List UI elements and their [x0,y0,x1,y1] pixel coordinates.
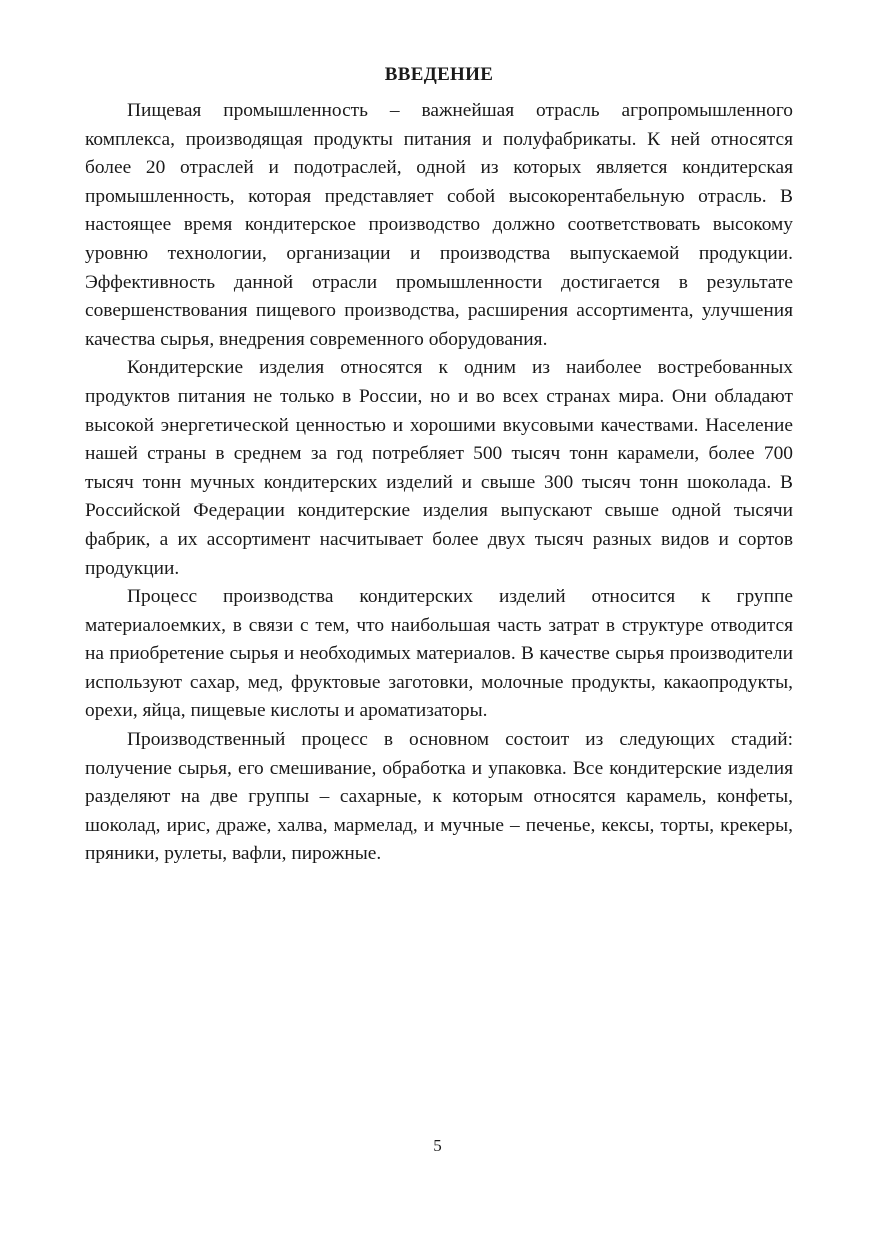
paragraph-4: Производственный процесс в основном состоит из следующих стадий: получение сырья, его смешивание, обработка и упаковка. Все кондитерские изделия разделяют на две группы – сахарные, к которым относятся карамель, конфеты, шоколад, ирис, драже, халва, мармелад, и мучные – печенье, кексы, торты, крекеры, пряники, рулеты, вафли, пирожные. [85,729,793,865]
page-number: 5 [433,1136,442,1155]
page-body [85,64,793,869]
paragraph-2: Кондитерские изделия относятся к одним из наиболее востребованных продуктов питания не только в России, но и во всех странах мира. Они обладают высокой энергетической ценностью и хорошими вкусовыми качествами. Население нашей страны в среднем за год потребляет 500 тысяч тонн карамели, более 700 тысяч тонн мучных кондитерских изделий и свыше 300 тысяч тонн шоколада. В Российской Федерации кондитерские изделия выпускают свыше одной тысячи фабрик, а их ассортимент насчитывает более двух тысяч разных видов и сортов продукции. [85,357,793,579]
paragraph-1: Пищевая промышленность – важнейшая отрасль агропромышленного комплекса, производящая продукты питания и полуфабрикаты. К ней относятся более 20 отраслей и подотраслей, одной из которых является кондитерская промышленность, которая представляет собой высокорентабельную отрасль. В настоящее время кондитерское производство должно соответствовать высокому уровню технологии, организации и производства выпускаемой продукции. Эффективность данной отрасли промышленности достигается в результате совершенствования пищевого производства, расширения ассортимента, улучшения качества сырья, внедрения современного оборудования. [85,100,793,350]
section-title: ВВЕДЕНИЕ [384,64,494,85]
paragraph-3: Процесс производства кондитерских изделий относится к группе материалоемких, в связи с тем, что наибольшая часть затрат в структуре отводится на приобретение сырья и необходимых материалов. В качестве сырья производители используют сахар, мед, фруктовые заготовки, молочные продукты, какаопродукты, орехи, яйца, пищевые кислоты и ароматизаторы. [85,586,793,722]
